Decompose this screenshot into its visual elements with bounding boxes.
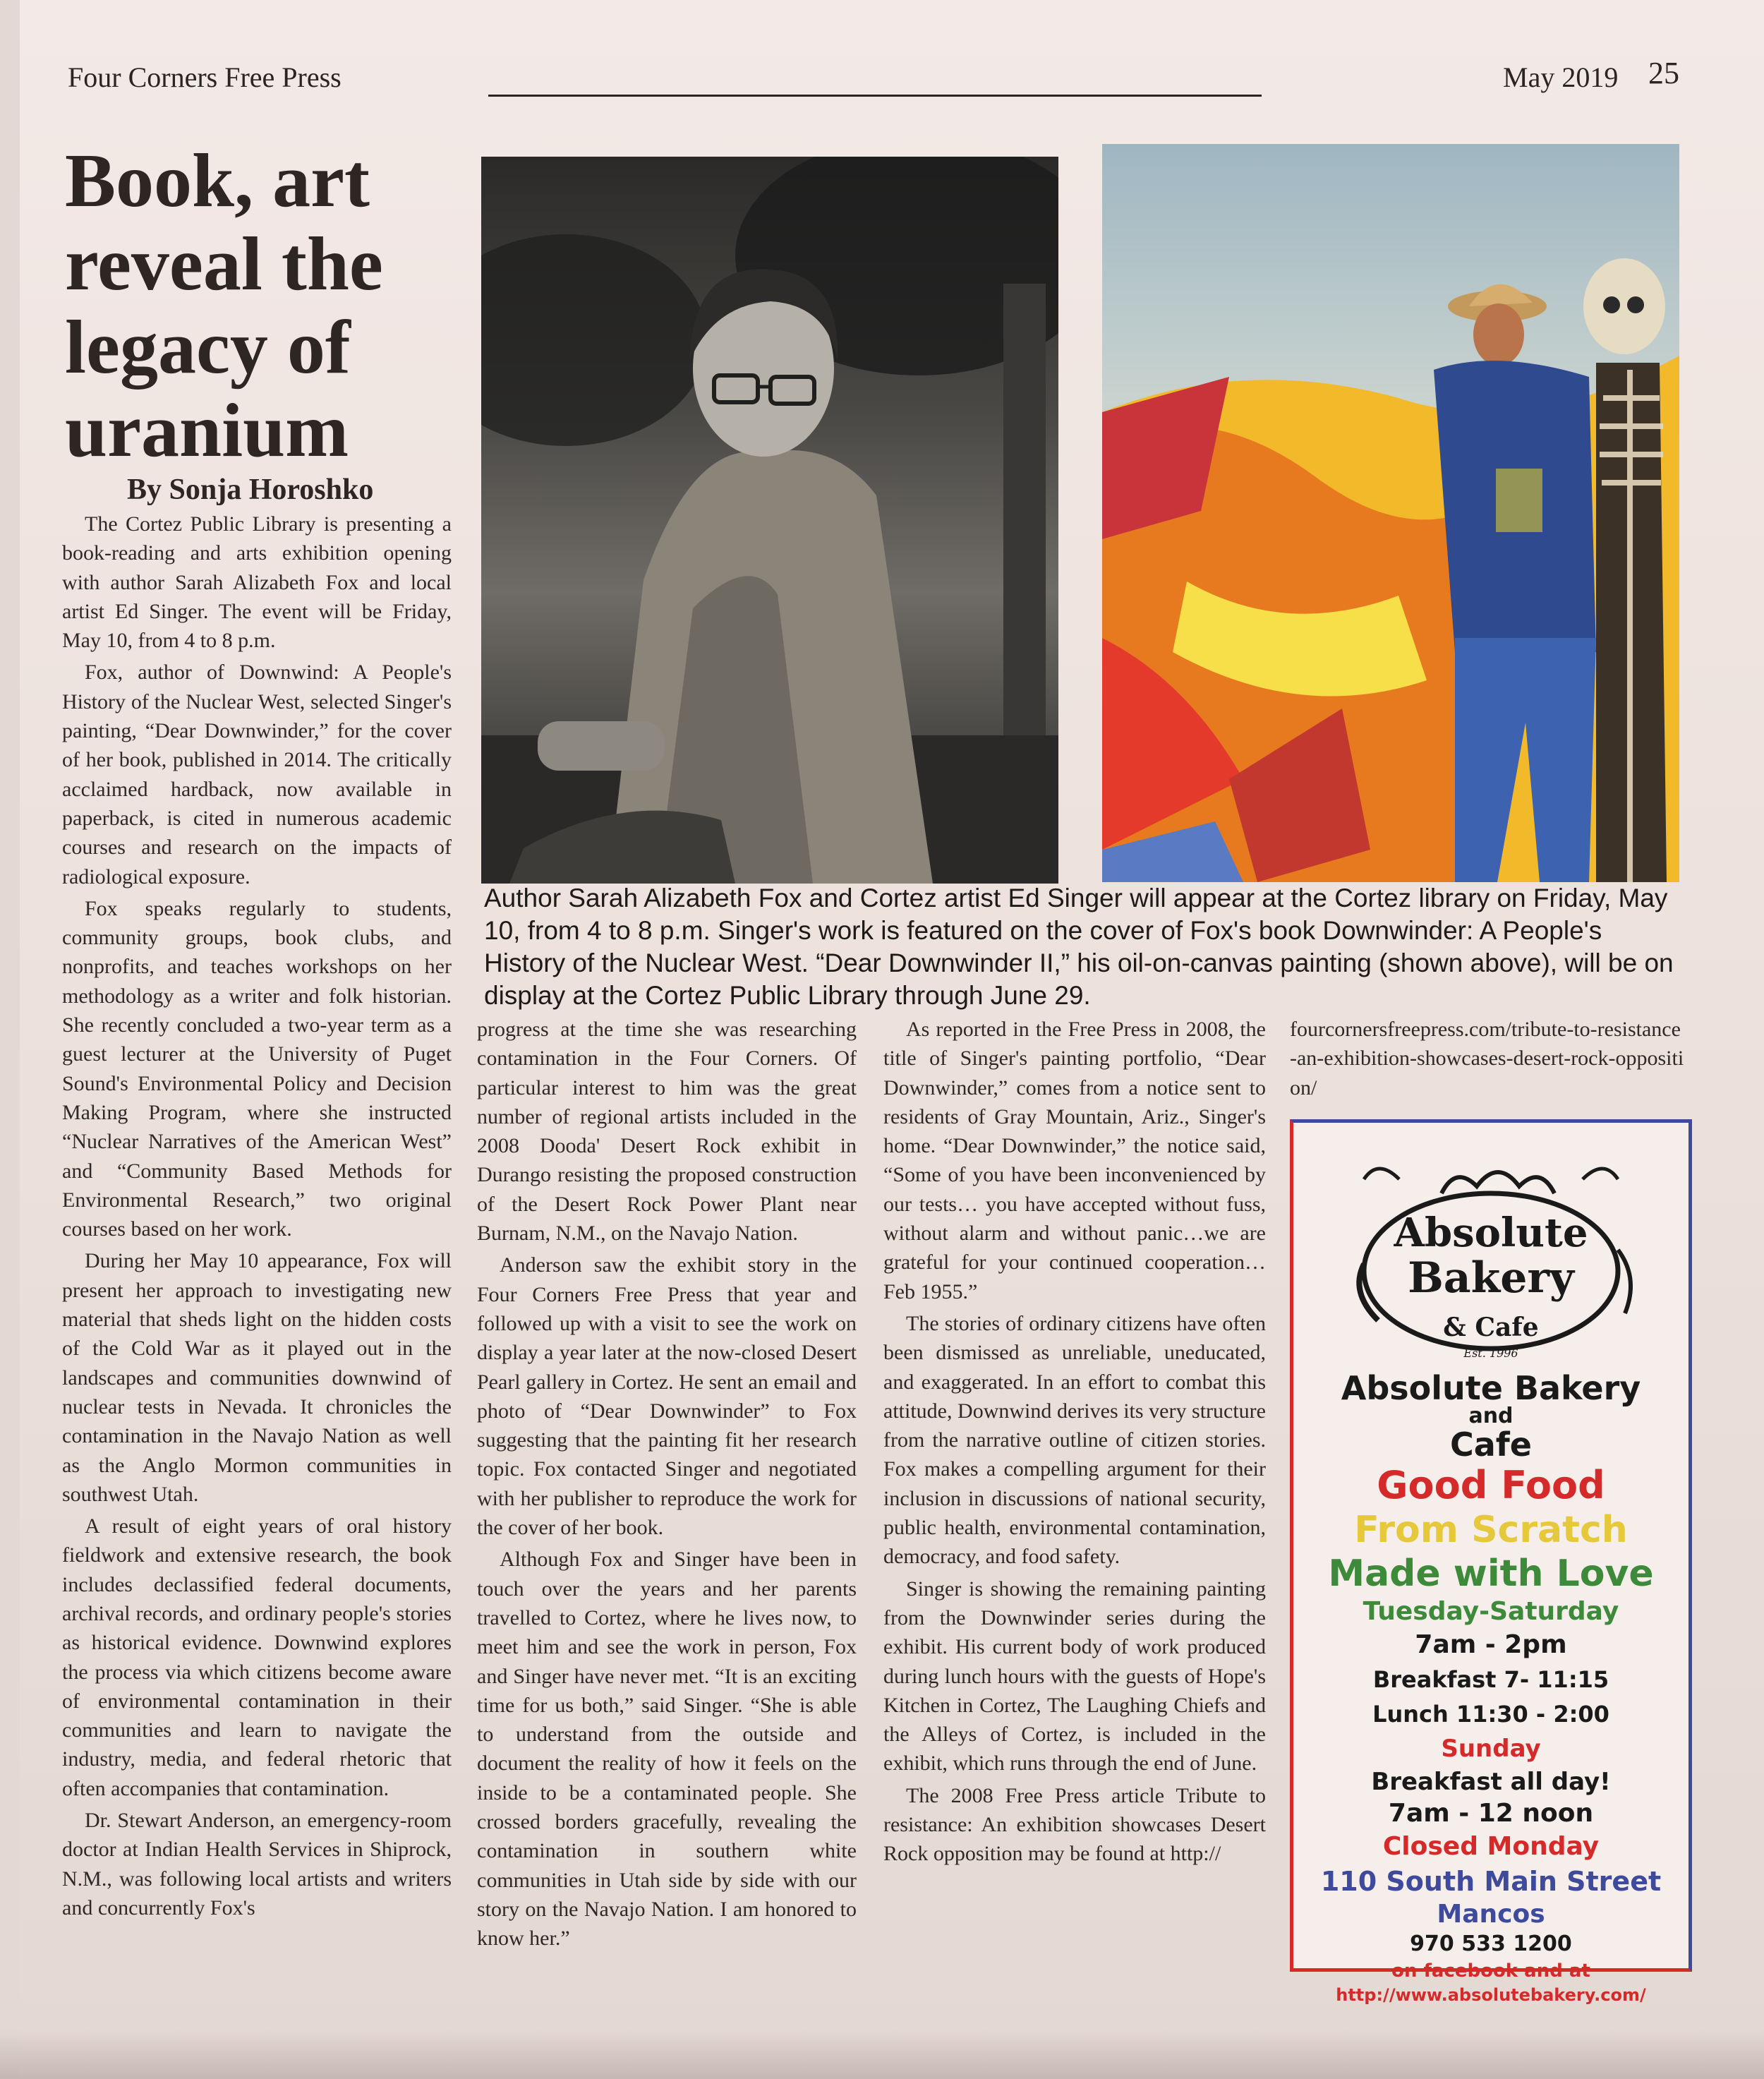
article-paragraph: Singer is showing the remaining painting from the Downwinder series during the exhibit. His current body of work produced during lunch hours with the guests of Hope's Kitchen in Cortez, The Laughing Chiefs and the Alleys of Cortez, is included in the exhibit, which runs through the end of June. [883,1577,1266,1776]
article-column-1 [62,510,452,1991]
ad-text-block [1293,1370,1689,2006]
page-number: 25 [1648,56,1679,90]
article-paragraph: As reported in the Free Press in 2008, the title of Singer's painting portfolio, “Dear Downwinder,” comes from a notice sent to residents of Gray Mountain, Ariz., Singer's home. “Dear Downwinder,” the notice said, “Some of you have been inconvenienced by our tests… you have accepted without fuss, without alarm and without panic…we are grateful for your continued cooperation… Feb 1955.” [883,1018,1266,1303]
bakery-advertisement [1290,1119,1692,2005]
article-paragraph: During her May 10 appearance, Fox will present her approach to investigating new material that sheds light on the hidden costs of the Cold War as it played out in the landscapes and communities downwind of nuclear tests in Nevada. It chronicles the contamination in the Navajo Nation as well as the Anglo Mormon communities in southwest Utah. [62,1249,452,1506]
ad-business-cafe: Cafe [1449,1426,1532,1464]
article-paragraph: The 2008 Free Press article Tribute to resistance: An exhibition showcases Desert Rock opposition may be found at http:// [883,1783,1266,1866]
ad-open-hours: 7am - 2pm [1415,1630,1567,1659]
ad-closed-monday: Closed Monday [1382,1832,1600,1861]
masthead-rule [488,95,1262,97]
article-paragraph: Anderson saw the exhibit story in the Four Corners Free Press that year and followed up with a visit to see the work on display a year later at the now-closed Desert Pearl gallery in Cortez. He sent an email and photo of “Dear Downwinder” to Fox suggesting that the painting fit her research topic. Fox contacted Singer and negotiated with her publisher to reproduce the work for the cover of her book. [477,1253,857,1540]
article-paragraph: progress at the time she was researching contamination in the Four Corners. Of particular interest to him was the great number of regional artists included in the 2008 Dooda' Desert Rock exhibit in Durango resisting the proposed construction of the Desert Rock Power Plant near Burnam, N.M., on the Navajo Nation. [477,1018,857,1246]
logo-text-est: Est. 1996 [1463,1346,1518,1360]
headline: Book, art reveal the legacy of uranium [65,139,383,473]
article-paragraph: Although Fox and Singer have been in touch over the years and her parents travelled to Cortez, where he lives now, to meet him and see the work in person, Fox and Singer have never met. “It is an exciting time for us both,” said Singer. “She is able to understand from the outside and document the reality of how it feels on the inside to be a contaminated people. She crossed borders gracefully, revealing the contamination in southern white communities in Utah side by side with our story on the Navajo Nation. I am honored to know her.” [477,1548,857,1951]
ad-business-name: Absolute Bakery [1341,1369,1641,1407]
author-photo [481,157,1058,884]
page-shadow [0,2030,1764,2079]
ad-slogan-made-with-love: Made with Love [1328,1553,1654,1595]
ad-slogan-good-food: Good Food [1377,1463,1605,1507]
ad-breakfast-hours: Breakfast 7- 11:15 [1372,1666,1609,1693]
painting-photo [1102,144,1679,882]
article-paragraph: The stories of ordinary citizens have often been dismissed as unreliable, uneducated, and exaggerated. In an effort to combat this attitude, Downwind derives its very structure from the narrative outline of citizen stories. Fox makes a compelling argument for their inclusion in discussions of national security, public health, environmental contamination, democracy, and food safety. [883,1311,1266,1569]
ad-address: 110 South Main Street [1320,1866,1662,1897]
issue-date: May 2019 [1503,61,1619,93]
logo-text-sub: & Cafe [1443,1313,1539,1342]
article-column-3 [883,1015,1266,1975]
article-url: fourcornersfreepress.com/tribute-to-resistance-an-exhibition-showcases-desert-rock-opposition/ [1290,1018,1684,1099]
article-paragraph: The Cortez Public Library is presenting a book-reading and arts exhibition opening with author Sarah Alizabeth Fox and local artist Ed Singer. The event will be Friday, May 10, from 4 to 8 p.m. [62,512,452,653]
author-portrait-image [481,157,1058,884]
bakery-logo [1336,1151,1646,1363]
photo-caption: Author Sarah Alizabeth Fox and Cortez artist Ed Singer will appear at the Cortez library on Friday, May 10, from 4 to 8 p.m. Singer's work is featured on the cover of Fox's book Downwinder: A People's History of the Nuclear West. “Dear Downwinder II,” his oil-on-canvas painting (shown above), will be on display at the Cortez Public Library through June 29. [484,884,1674,1010]
ad-city: Mancos [1437,1900,1545,1929]
article-paragraph: Dr. Stewart Anderson, an emergency-room doctor at Indian Health Services in Shiprock, N.M., was following local artists and writers and concurrently Fox's [62,1809,452,1920]
ad-website-link[interactable]: http://www.absolutebakery.com/ [1336,1985,1646,2005]
publication-name: Four Corners Free Press [68,61,342,93]
ad-slogan-from-scratch: From Scratch [1354,1509,1628,1551]
ad-sunday: Sunday [1441,1735,1541,1763]
article-column-4 [1290,1015,1685,1107]
ad-open-days: Tuesday-Saturday [1363,1597,1619,1626]
ad-sunday-breakfast: Breakfast all day! [1371,1768,1611,1796]
ad-lunch-hours: Lunch 11:30 - 2:00 [1372,1701,1609,1728]
article-column-2 [477,1015,857,1975]
ad-business-and: and [1468,1404,1514,1428]
dear-downwinder-painting-image [1102,144,1679,882]
byline: By Sonja Horoshko [127,474,374,506]
article-paragraph: Fox, author of Downwind: A People's History of the Nuclear West, selected Singer's painting, “Dear Downwinder,” for the cover of her book, published in 2014. The critically acclaimed hardback, now available in paperback, is cited in numerous academic courses and research on the impacts of radiological exposure. [62,661,452,888]
article-paragraph: Fox speaks regularly to students, community groups, book clubs, and nonprofits, and teaches workshops on her methodology as a writer and folk historian. She recently concluded a two-year term as a guest lecturer at the University of Puget Sound's Environmental Policy and Decision Making Program, where she instructed “Nuclear Narratives of the American West” and “Community Based Methods for Environmental Research,” two original courses based on her work. [62,896,452,1241]
ad-phone: 970 533 1200 [1410,1932,1572,1956]
logo-text-middle: Bakery [1408,1253,1574,1303]
ad-sunday-hours: 7am - 12 noon [1388,1799,1594,1828]
logo-text-top: Absolute [1394,1210,1588,1256]
ad-facebook: on facebook and at [1391,1960,1590,1982]
article-paragraph: A result of eight years of oral history fieldwork and extensive research, the book includes declassified federal documents, archival records, and ordinary people's stories as historical evidence. Downwind explores the process via which citizens become aware of environmental contamination in their communities and learn to navigate the industry, media, and federal rhetoric that often accompanies that contamination. [62,1514,452,1800]
